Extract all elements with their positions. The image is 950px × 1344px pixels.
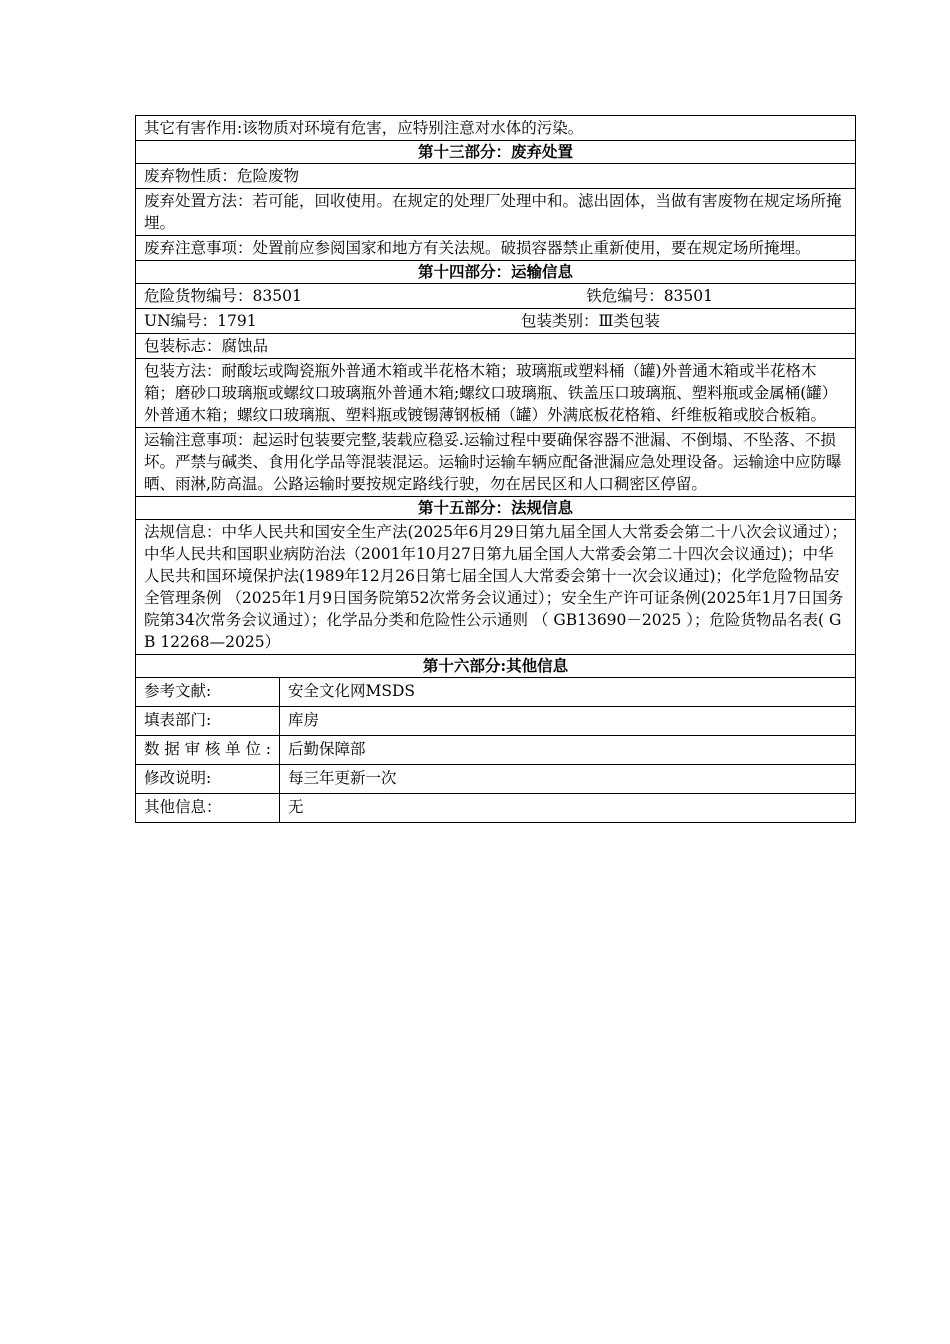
meta-key: 参考文献: [136,678,280,707]
table-row [136,794,856,823]
meta-key: 填表部门: [136,707,280,736]
meta-key: 修改说明: [136,765,280,794]
meta-key: 其他信息： [136,794,280,823]
dg-number: 危险货物编号：83501 [144,287,302,305]
meta-key: 数据审核单位: [136,736,280,765]
meta-value: 后勤保障部 [280,736,856,765]
table-row [136,765,856,794]
table-row [136,334,856,359]
table-row [136,284,856,309]
waste-nature-cell: 废弃物性质：危险废物 [136,164,856,189]
msds-main-table [135,115,856,678]
table-row [136,189,856,236]
transport-notes-cell: 运输注意事项：起运时包装要完整,装载应稳妥.运输过程中要确保容器不泄漏、不倒塌、不坠落、不损坏。严禁与碱类、食用化学品等混装混运。运输时运输车辆应配备泄漏应急处理设备。运输途中应防曝晒、雨淋,防高温。公路运输时要按规定路线行驶，勿在居民区和人口稠密区停留。 [136,428,856,497]
dg-number-cell [136,284,856,309]
table-row [136,141,856,164]
regulations-cell: 法规信息：中华人民共和国安全生产法(2025年6月29日第九届全国人大常委会第二十八次会议通过）；中华人民共和国职业病防治法（2001年10月27日第九届全国人大常委会第二十四次会议通过)；中华人民共和国环境保护法(1989年12月26日第七届全国人大常委会第十一次会议通过)；化学危险物品安全管理条例 （2025年1月9日国务院第52次常务会议通过）；安全生产许可证条例(2025年1月7日国务院第34次常务会议通过）；化学品分类和危险性公示通则 （ GB13690－2025 ）；危险货物品名表( GB 12268—2025） [136,520,856,655]
un-number: UN编号：1791 [144,312,257,330]
table-row [136,497,856,520]
pack-method-cell: 包装方法：耐酸坛或陶瓷瓶外普通木箱或半花格木箱；玻璃瓶或塑料桶（罐)外普通木箱或半花格木箱；磨砂口玻璃瓶或螺纹口玻璃瓶外普通木箱;螺纹口玻璃瓶、铁盖压口玻璃瓶、塑料瓶或金属桶(罐）外普通木箱；螺纹口玻璃瓶、塑料瓶或镀锡薄钢板桶（罐）外满底板花格箱、纤维板箱或胶合板箱。 [136,359,856,428]
table-row [136,236,856,261]
meta-value: 每三年更新一次 [280,765,856,794]
waste-method-cell: 废弃处置方法：若可能，回收使用。在规定的处理厂处理中和。滤出固体，当做有害废物在规定场所掩埋。 [136,189,856,236]
pack-mark-cell: 包装标志：腐蚀品 [136,334,856,359]
pack-class: 包装类别：Ⅲ类包装 [521,312,660,330]
section-14-title: 第十四部分：运输信息 [136,261,856,284]
table-row [136,164,856,189]
rail-number: 铁危编号：83501 [586,287,713,305]
table-row [136,428,856,497]
other-info-table [135,677,856,823]
table-row [136,309,856,334]
section-15-title: 第十五部分：法规信息 [136,497,856,520]
table-row [136,707,856,736]
other-hazard-cell: 其它有害作用:该物质对环境有危害，应特别注意对水体的污染。 [136,116,856,141]
table-row [136,520,856,655]
table-row [136,261,856,284]
waste-notes-cell: 废弃注意事项：处置前应参阅国家和地方有关法规。破损容器禁止重新使用，要在规定场所掩埋。 [136,236,856,261]
meta-value: 库房 [280,707,856,736]
table-row [136,678,856,707]
table-row [136,359,856,428]
table-row [136,655,856,678]
table-row [136,116,856,141]
table-row [136,736,856,765]
section-13-title: 第十三部分：废弃处置 [136,141,856,164]
un-number-cell [136,309,856,334]
section-16-title: 第十六部分:其他信息 [136,655,856,678]
meta-value: 无 [280,794,856,823]
meta-value: 安全文化网MSDS [280,678,856,707]
msds-document [135,115,856,823]
